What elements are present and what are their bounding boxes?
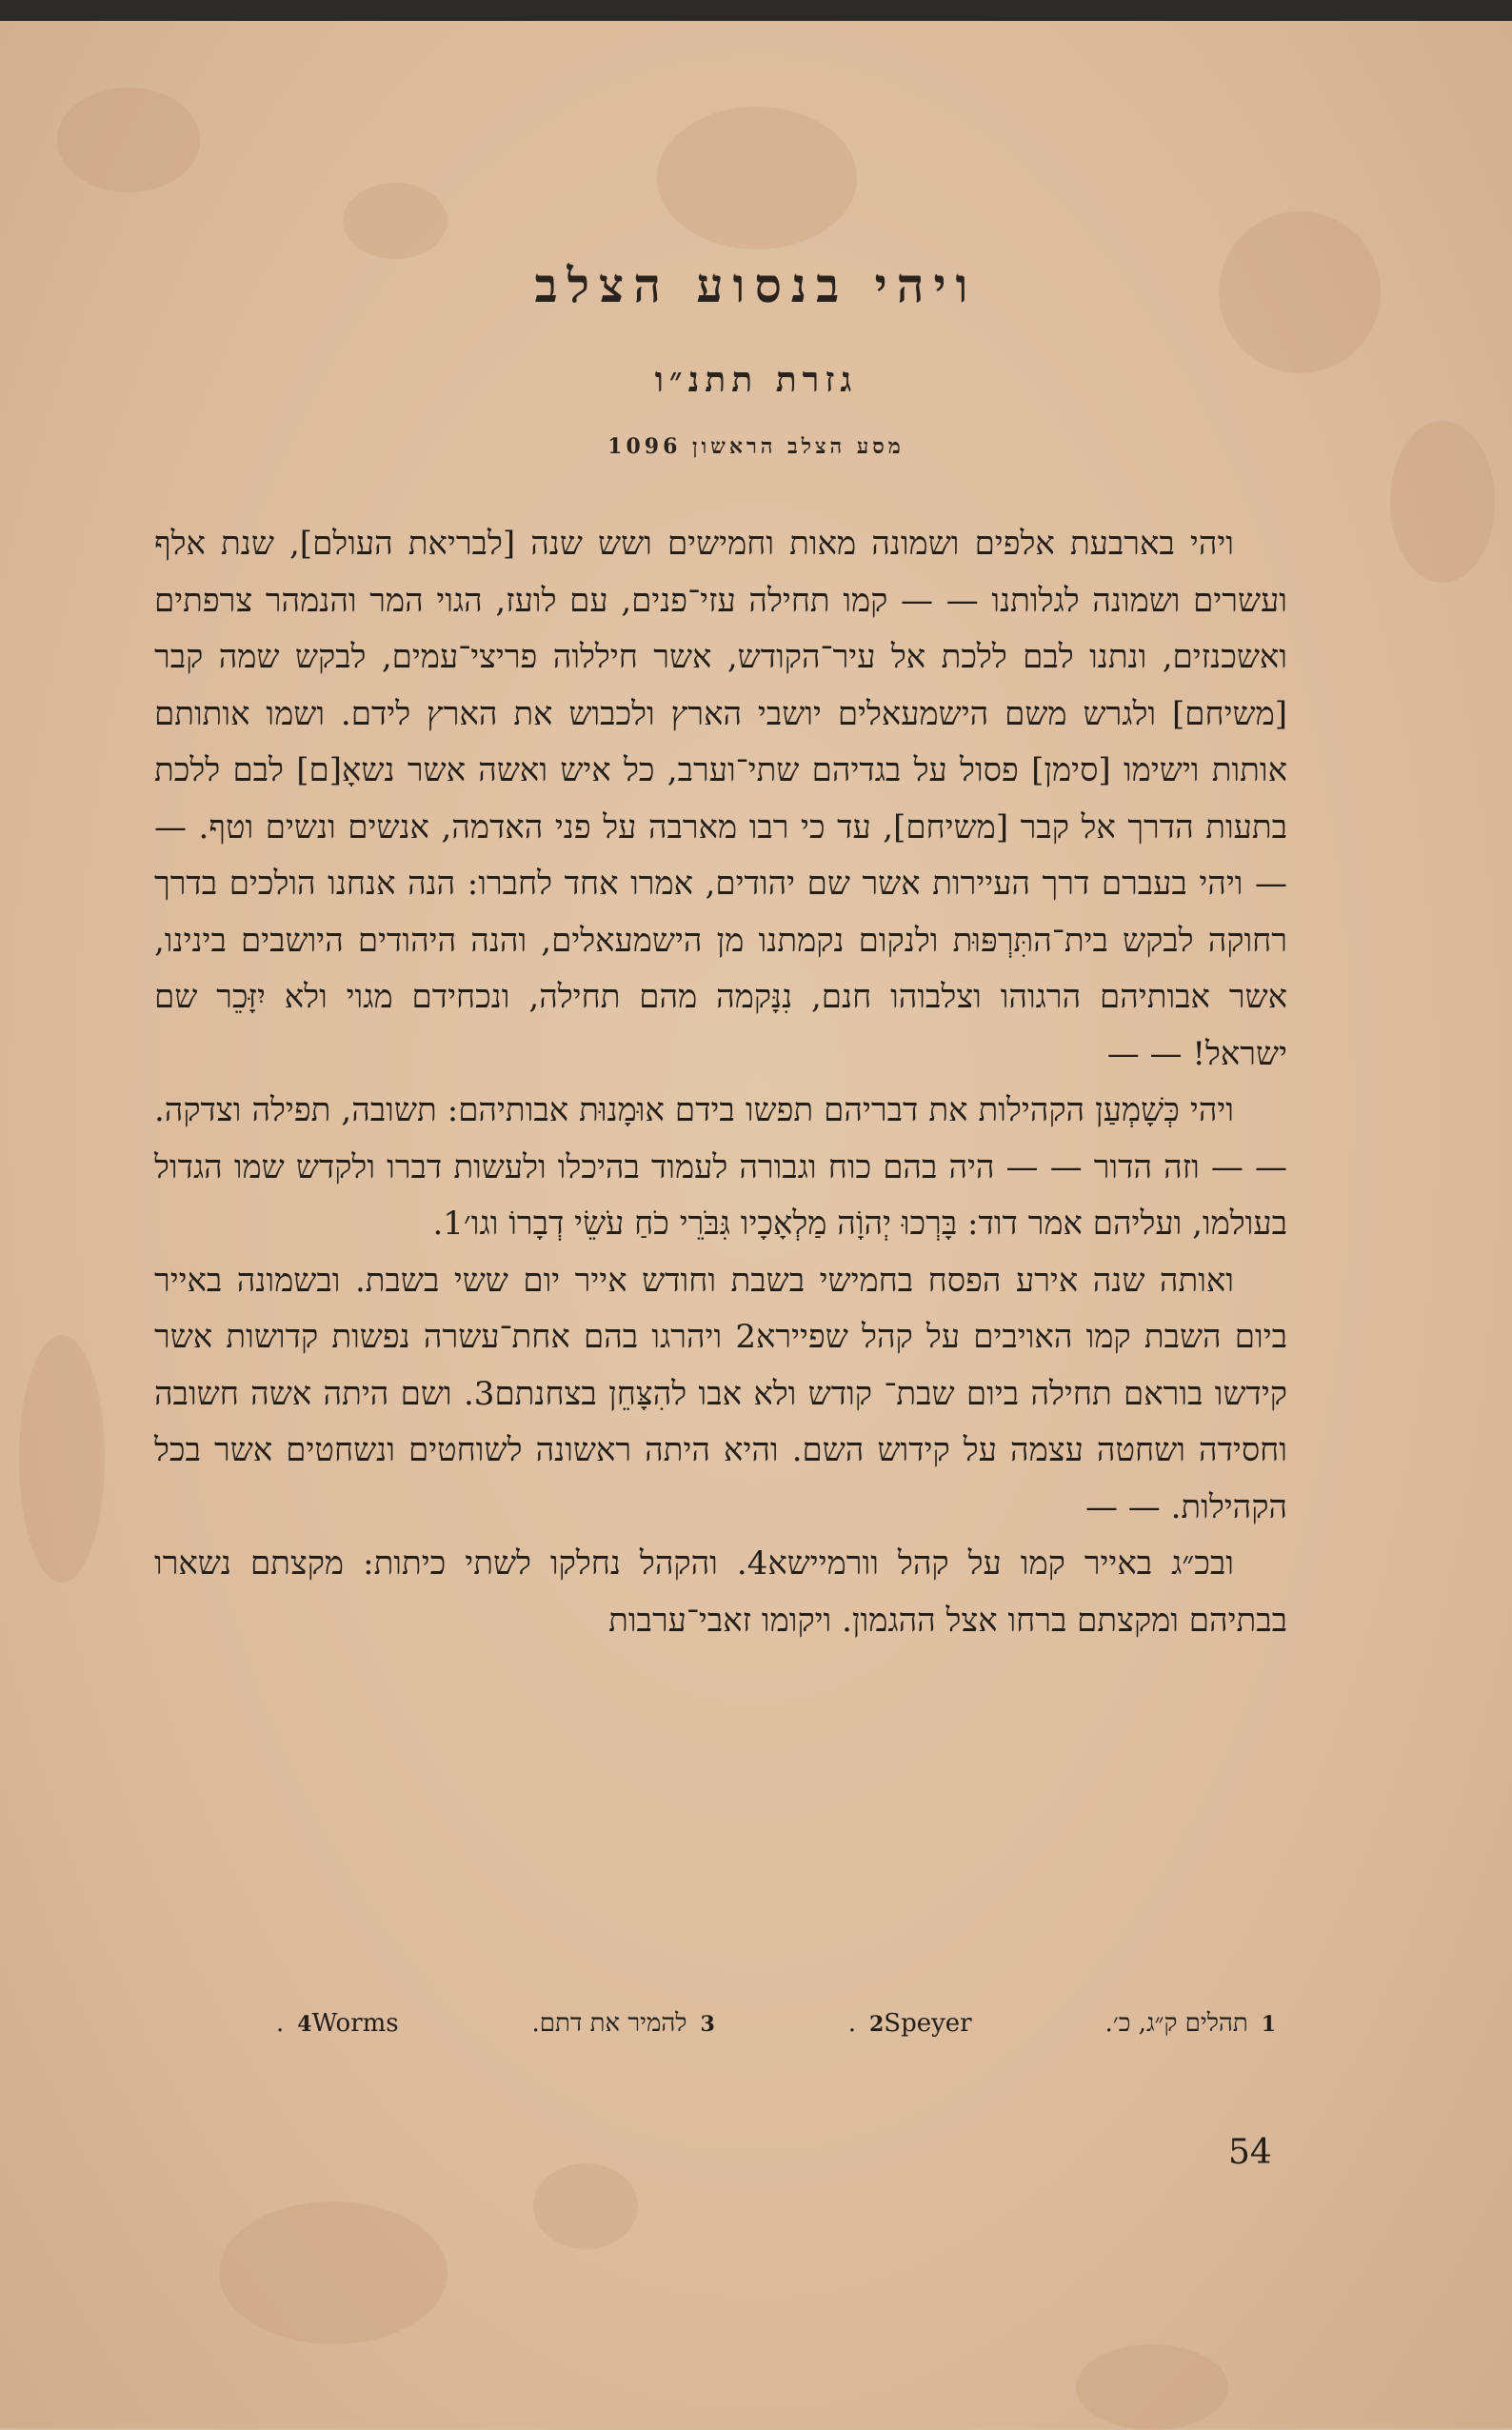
text-line: ויהי כְּשָׁמְעַן הקהילות את דבריהם תפשו בידם אוּמָנוּת אבותיהם: — [447, 1091, 1234, 1129]
footnote — [276, 2009, 399, 2038]
text-line: בהיכלו ולעשות דברו ולקדש שמו הגדול בעולמו, ועליהם אמר דוד: בָּרְכוּ — [154, 1147, 1287, 1243]
text-line: ובכ״ג באייר קמו על קהל וורמיישא4. והקהל נחלקו לשתי כיתות: — [363, 1544, 1235, 1583]
text-line: ובשמונה באייר ביום השבת קמו האויבים על קהל שפיירא2 ויהרגו — [154, 1261, 1288, 1356]
footnote-number: 1 — [1261, 2012, 1276, 2037]
text-line: מקצתם נשארו בבתיהם ומקצתם ברחו אצל ההגמון. ויקומו זאבי־ערבות — [154, 1544, 1287, 1640]
footnote — [1105, 2009, 1276, 2038]
footnote-number: 3 — [700, 2012, 715, 2037]
footnote-text: Worms. — [276, 2009, 399, 2038]
text-line: עיר־הקודש, אשר חיללוה פריצי־עמים, לבקש שמה קבר [משיחם] ולגרש — [154, 638, 1288, 733]
text-line: שם יהודים, אמרו אחד לחברו: הנה אנחנו הולכים בדרך רחוקה לבקש — [154, 865, 1287, 960]
text-line: בית־התִּרְפּוּת ולנקום נקמתנו מן הישמעאלים, והנה היהודים היושבים — [241, 921, 1108, 960]
text-line: תשובה, תפילה וצדקה. — — וזה הדור — — היה בהם כוח וגבורה לעמוד — [154, 1091, 1287, 1186]
scan-top-edge — [0, 0, 1512, 21]
paragraph — [154, 1083, 1287, 1253]
text-line: בינינו, אשר אבותיהם הרגוהו וצלבוהו חנם, נִנָּקמה מהם תחילה, ונכחידם — [154, 921, 1287, 1016]
text-line: ויהי בארבעת אלפים ושמונה מאות וחמישים ושש שנה [לבריאת — [408, 525, 1234, 563]
text-line: על פני האדמה, אנשים ונשים וטף. — — ויהי בעברם דרך העיירות אשר — [154, 807, 1288, 903]
body-text — [154, 516, 1287, 1649]
footnote — [848, 2009, 972, 2038]
text-line: עם לועז, הגוי המר והנמהר צרפתים ואשכנזים, ונתנו לבם ללכת אל — [154, 581, 1287, 676]
text-line: משם הישמעאלים יושבי הארץ ולכבוש את הארץ לידם. ושמו אותותם — [154, 694, 1067, 733]
text-line: העולם], שנת אלף ועשרים ושמונה לגלותנו — — קמו תחילה עזי־פנים, — [154, 525, 1288, 620]
text-line: עצמה על קידוש השם. והיא היתה ראשונה לשוחטים ונשחטים — [286, 1431, 1084, 1469]
paragraph — [154, 516, 1287, 1083]
paragraph — [154, 1536, 1287, 1649]
page-number: 54 — [1228, 2133, 1272, 2172]
text-line: קודש ולא אבו להִצָּחֵן בצחנתם3. ושם היתה אשה חשובה וחסידה ושחטה — [154, 1374, 1287, 1469]
footnote-text: Speyer. — [847, 2009, 972, 2038]
footnote-number: 4 — [297, 2012, 312, 2037]
chapter-subheading: מסע הצלב הראשון 1096 — [607, 434, 905, 459]
paragraph — [154, 1253, 1287, 1537]
footnote-text: להמיר את דתם. — [531, 2009, 687, 2038]
text-line: אותות וישימו [סימן] פסול על בגדיהם שתי־וערב, כל איש ואשה אשר — [407, 751, 1288, 789]
chapter-title: ויהי בנסוע הצלב — [534, 257, 978, 313]
text-line: ואותה שנה אירע הפסח בחמישי בשבת וחודש אייר יום ששי בשבת. — [354, 1261, 1234, 1300]
text-line: נשאָ[ם] לבם ללכת בתעות הדרך אל קבר [משיחם], עד כי רבו מארבה — [154, 751, 1288, 847]
footnote-text: תהלים ק״ג, כ׳. — [1104, 2009, 1248, 2038]
footnote-number: 2 — [868, 2012, 885, 2037]
text-line: יְהוָֹה מַלְאָכָיו גִּבֹּרֵי כֹחַ עֹשֵׂי דְבָרוֹ וגו׳1. — [432, 1205, 891, 1243]
text-line: מגוי ולא יִזָּכֵר שם ישראל! — — — [154, 978, 1287, 1073]
text-line: אשר בכל הקהילות. — — — [154, 1431, 1287, 1526]
chapter-subtitle: גזרת תתנ״ו — [654, 360, 858, 400]
footnote — [532, 2009, 715, 2038]
text-line: בהם אחת־עשרה נפשות קדושות אשר קידשו בוראם תחילה ביום שבת־ — [154, 1318, 1287, 1413]
footnotes — [276, 2009, 1276, 2038]
